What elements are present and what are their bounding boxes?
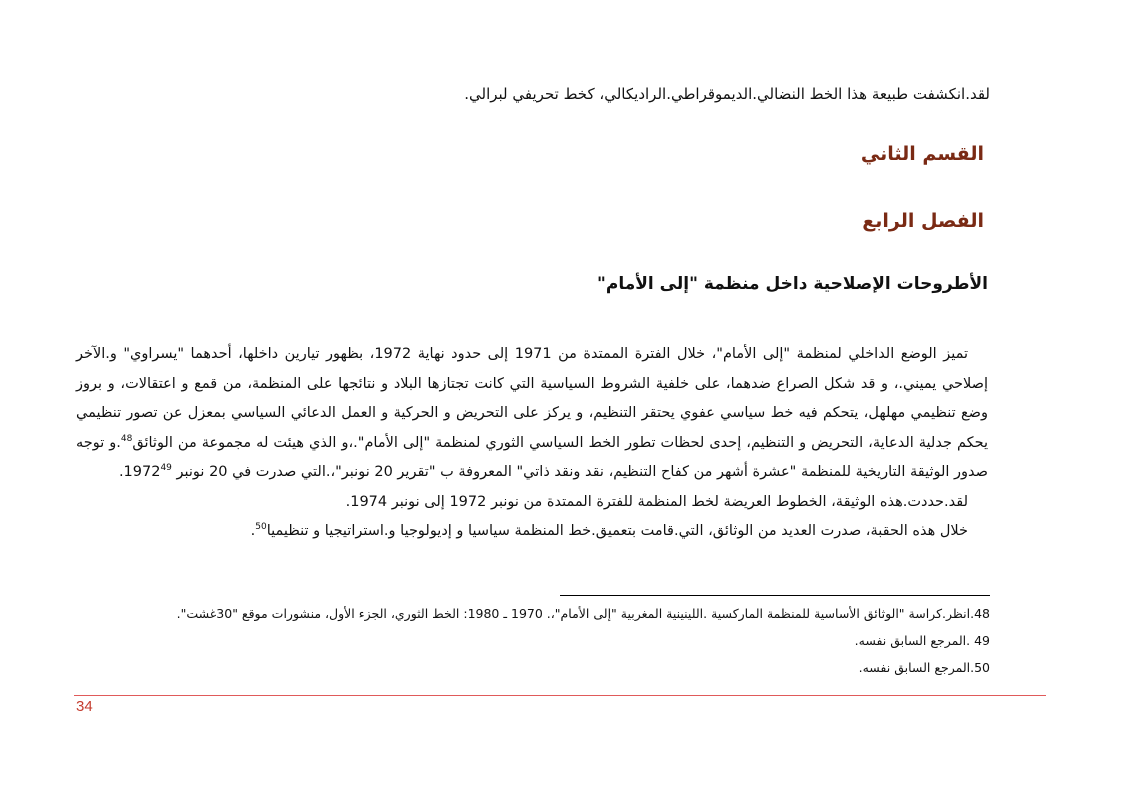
paragraph-2: لقد.حددت.هذه الوثيقة، الخطوط العريضة لخط المنظمة للفترة الممتدة من نونبر 1972 إلى نونبر 1974.: [345, 493, 968, 510]
paragraph-1-text-a: تميز الوضع الداخلي لمنظمة "إلى الأمام"، خلال الفترة الممتدة من 1971 إلى حدود نهاية 1972، بظهور تيارين داخلها، أحدهما "يسراوي" و.الآخر إصلاحي يميني.، و قد شكل الصراع ضدهما، على خلفية الشروط السياسية التي كانت تجتازها البلاد و نتائجها على المنظمة، من قمع و اعتقالات، و بروز وضع تنظيمي مهلهل، يتحكم فيه خط سياسي عفوي يحتقر التنظيم، و يركز على التحريض و الحركية و العمل الدعائي السياسي بمعزل عن تصور تنظيمي يحكم جدلية الدعاية، التحريض و التنظيم، إحدى لحظات تطور الخط السياسي الثوري لمنظمة "إلى الأمام".،و الذي هيئت له مجموعة من الوثائق: [76, 346, 989, 451]
section-heading: الأطروحات الإصلاحية داخل منظمة "إلى الأمام": [597, 274, 988, 294]
chapter-title: الفصل الرابع: [862, 210, 984, 232]
footnote-divider: [560, 595, 990, 596]
paragraph-3: [76, 517, 988, 547]
footnote-48: 48.انظر.كراسة "الوثائق الأساسية للمنظمة الماركسية .اللينينية المغربية "إلى الأمام"،. 1970 ـ 1980: الخط الثوري، الجزء الأول، منشورات موقع "30غشت".: [176, 606, 990, 621]
section-title: القسم الثاني: [860, 143, 984, 165]
body-text: [76, 340, 988, 547]
footnote-49: 49 .المرجع السابق نفسه.: [854, 633, 990, 648]
paragraph-3-end: .: [250, 523, 256, 539]
paragraph-1: [76, 340, 988, 488]
footnote-ref-49: 49: [160, 463, 172, 474]
paragraph-1-text-b: .و توجه صدور الوثيقة التاريخية للمنظمة "عشرة أشهر من كفاح التنظيم، نقد ونقد ذاتي" المعروفة ب "تقرير 20 نونبر"،.التي صدرت في 20 نونبر 1972: [76, 434, 988, 480]
footnote-50: 50.المرجع السابق نفسه.: [858, 660, 990, 675]
footnote-ref-50: 50: [255, 522, 267, 533]
footnotes: [90, 600, 990, 681]
page-footer-rule: [74, 695, 1046, 696]
intro-line: لقد.انكشفت طبيعة هذا الخط النضالي.الديموقراطي.الراديكالي، كخط تحريفي لبرالي.: [464, 85, 990, 103]
paragraph-3-text: خلال هذه الحقبة، صدرت العديد من الوثائق، التي.قامت بتعميق.خط المنظمة سياسيا و إديولوجيا و.استراتيجيا و تنظيميا: [266, 523, 968, 539]
footnote-ref-48: 48: [120, 433, 133, 444]
page-number: 34: [76, 698, 93, 715]
paragraph-1-end: .: [118, 464, 124, 480]
